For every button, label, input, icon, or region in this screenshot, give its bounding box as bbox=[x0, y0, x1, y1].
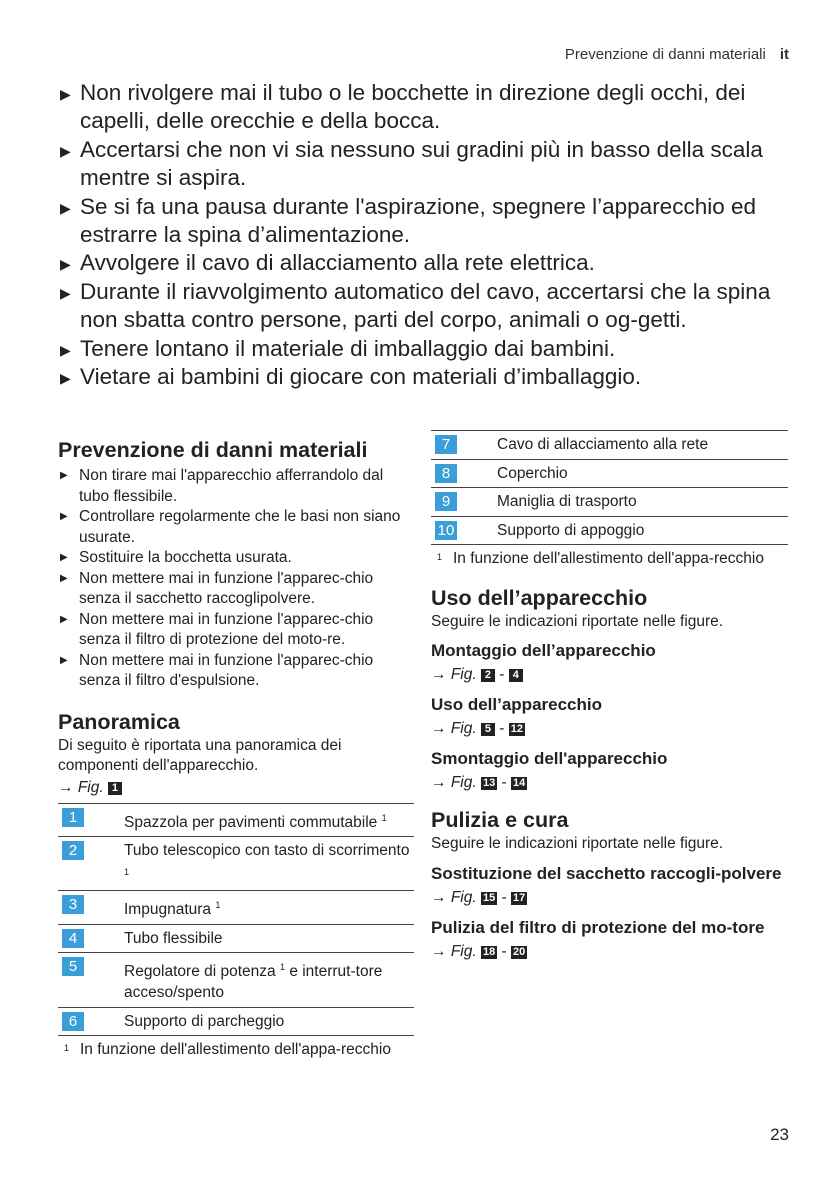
figure-reference: → Fig. 18 - 20 bbox=[431, 942, 526, 960]
item-description bbox=[124, 924, 414, 953]
item-number-cell bbox=[58, 924, 124, 953]
bullet-triangle-icon: ▶ bbox=[60, 86, 71, 102]
figure-reference: → Fig. 13 - 14 bbox=[431, 774, 526, 791]
item-number-badge: 1 bbox=[62, 808, 84, 827]
fig-badge: 13 bbox=[482, 777, 496, 789]
bullet-triangle-icon: ▶ bbox=[60, 470, 68, 481]
footnote-mark: 1 bbox=[215, 900, 221, 911]
subsection-heading: Uso dell’apparecchio bbox=[431, 695, 602, 714]
left-column bbox=[58, 436, 414, 1061]
bullet-item bbox=[58, 651, 414, 692]
item-number-badge: 3 bbox=[62, 895, 84, 914]
item-number-badge: 9 bbox=[435, 492, 457, 511]
item-number-cell bbox=[431, 488, 497, 517]
item-description bbox=[497, 516, 788, 545]
table-row bbox=[58, 837, 414, 891]
bullet-item bbox=[58, 569, 414, 610]
bullet-text: Tenere lontano il materiale di imballaggio dai bambini. bbox=[80, 335, 616, 361]
item-description bbox=[124, 837, 414, 891]
figure-reference: → Fig. 2 - 4 bbox=[431, 664, 788, 686]
item-number-badge: 7 bbox=[435, 435, 457, 454]
subsection-heading: Pulizia del filtro di protezione del mo-tore bbox=[431, 917, 765, 937]
item-number-cell bbox=[58, 1007, 124, 1036]
footnote: 1 In funzione dell'allestimento dell'appa-recchio bbox=[437, 550, 764, 567]
item-number-cell bbox=[431, 459, 497, 488]
bullet-text: Durante il riavvolgimento automatico del cavo, accertarsi che la spina non sbatta contro persone, parti del corpo, animali o og-getti. bbox=[80, 278, 771, 333]
running-header bbox=[565, 46, 789, 63]
bullet-text: Non rivolgere mai il tubo o le bocchette in direzione degli occhi, dei capelli, delle orecchie e della bocca. bbox=[80, 80, 746, 134]
table-row bbox=[431, 516, 788, 545]
item-text-cont: e interrut-tore acceso/spento bbox=[124, 963, 383, 1002]
item-description bbox=[497, 431, 788, 460]
item-text: Tubo flessibile bbox=[124, 929, 223, 947]
item-text: Cavo di allacciamento alla rete bbox=[497, 436, 709, 453]
item-number-cell bbox=[431, 516, 497, 545]
item-description bbox=[124, 953, 414, 1007]
figure-reference: → Fig. 1 bbox=[58, 777, 414, 799]
fig-label: Fig. bbox=[450, 888, 477, 906]
uso-subsections bbox=[431, 638, 788, 794]
section-heading-panoramica: Panoramica bbox=[58, 709, 180, 734]
item-number-cell bbox=[58, 803, 124, 837]
item-text: Impugnatura bbox=[124, 901, 212, 919]
bullet-text: Sostituire la bocchetta usurata. bbox=[79, 549, 292, 566]
bullet-triangle-icon: ▶ bbox=[60, 511, 68, 522]
item-text: Maniglia di trasporto bbox=[497, 493, 637, 510]
bullet-item bbox=[58, 249, 798, 277]
bullet-text: Vietare ai bambini di giocare con materiali d’imballaggio. bbox=[80, 364, 642, 390]
table-row bbox=[58, 953, 414, 1007]
item-number-badge: 4 bbox=[62, 929, 84, 948]
bullet-item bbox=[58, 363, 798, 391]
footnote: 1 In funzione dell'allestimento dell'appa-recchio bbox=[64, 1041, 391, 1059]
item-text: Regolatore di potenza bbox=[124, 963, 276, 981]
bullet-triangle-icon: ▶ bbox=[60, 341, 71, 358]
bullet-item bbox=[58, 466, 414, 507]
bullet-triangle-icon: ▶ bbox=[60, 199, 71, 216]
subsection-heading: Montaggio dell’apparecchio bbox=[431, 641, 656, 660]
item-text: Coperchio bbox=[497, 464, 568, 482]
prevenzione-bullets bbox=[58, 466, 414, 692]
pulizia-intro: Seguire le indicazioni riportate nelle figure. bbox=[431, 835, 724, 852]
fig-badge: 5 bbox=[481, 723, 495, 736]
item-number-badge: 6 bbox=[62, 1012, 84, 1031]
bullet-item bbox=[58, 136, 798, 193]
item-number-cell bbox=[431, 431, 497, 460]
header-language: it bbox=[779, 46, 789, 63]
bullet-text: Non tirare mai l'apparecchio afferrandolo dal tubo flessibile. bbox=[79, 467, 384, 505]
figure-reference: → Fig. 15 - 17 bbox=[431, 888, 526, 906]
table-row bbox=[58, 924, 414, 953]
bullet-triangle-icon: ▶ bbox=[60, 284, 71, 301]
item-description bbox=[497, 459, 788, 488]
components-table-2 bbox=[431, 430, 788, 545]
item-description bbox=[124, 891, 414, 925]
item-number-cell bbox=[58, 891, 124, 925]
footnote-mark: 1 bbox=[124, 866, 130, 877]
panoramica-intro: Di seguito è riportata una panoramica dei componenti dell'apparecchio. bbox=[58, 736, 342, 774]
bullet-triangle-icon: ▶ bbox=[60, 370, 71, 387]
fig-badge: 12 bbox=[510, 723, 523, 735]
subsection-heading: Smontaggio dell'apparecchio bbox=[431, 749, 668, 768]
bullet-triangle-icon: ▶ bbox=[60, 654, 68, 666]
item-number-badge: 8 bbox=[435, 464, 457, 483]
item-description bbox=[124, 1007, 414, 1036]
section-heading-uso: Uso dell’apparecchio bbox=[431, 585, 648, 610]
item-text: Tubo telescopico con tasto di scorrimento bbox=[124, 842, 410, 860]
bullet-triangle-icon: ▶ bbox=[60, 142, 71, 159]
bullet-text: Accertarsi che non vi sia nessuno sui gradini più in basso della scala mentre si aspira. bbox=[80, 136, 763, 191]
components-table-1 bbox=[58, 803, 414, 1037]
bullet-triangle-icon: ▶ bbox=[60, 613, 68, 625]
table-row bbox=[431, 459, 788, 488]
bullet-text: Se si fa una pausa durante l'aspirazione, spegnere l’apparecchio ed estrarre la spina d’alimentazione. bbox=[80, 193, 756, 248]
uso-intro: Seguire le indicazioni riportate nelle figure. bbox=[431, 612, 724, 630]
bullet-text: Non mettere mai in funzione l'apparec-chio senza il filtro d'espulsione. bbox=[79, 651, 374, 689]
bullet-triangle-icon: ▶ bbox=[60, 256, 71, 273]
item-number-cell bbox=[58, 953, 124, 1007]
fig-label: Fig. bbox=[450, 942, 477, 960]
right-column bbox=[431, 430, 788, 963]
table-row bbox=[431, 488, 788, 517]
item-number-badge: 10 bbox=[435, 521, 457, 540]
pulizia-subsections bbox=[431, 861, 788, 963]
fig-badge: 14 bbox=[513, 777, 526, 789]
item-text: Supporto di appoggio bbox=[497, 521, 645, 539]
fig-badge: 17 bbox=[513, 891, 526, 904]
bullet-item bbox=[58, 507, 414, 548]
fig-label: Fig. bbox=[450, 666, 477, 683]
fig-badge: 18 bbox=[482, 945, 496, 958]
table-row bbox=[58, 891, 414, 925]
bullet-text: Non mettere mai in funzione l'apparec-chio senza il sacchetto raccoglipolvere. bbox=[79, 569, 374, 607]
bullet-text: Avvolgere il cavo di allacciamento alla rete elettrica. bbox=[80, 250, 595, 276]
item-number-badge: 5 bbox=[62, 957, 84, 976]
fig-badge: 4 bbox=[509, 669, 523, 682]
bullet-text: Non mettere mai in funzione l'apparec-chio senza il filtro di protezione del moto-re. bbox=[79, 610, 374, 648]
item-number-badge: 2 bbox=[62, 841, 84, 860]
item-text: Spazzola per pavimenti commutabile bbox=[124, 813, 378, 831]
page-number: 23 bbox=[770, 1125, 789, 1144]
bullet-item bbox=[58, 548, 414, 569]
fig-label: Fig. bbox=[450, 720, 477, 737]
bullet-triangle-icon: ▶ bbox=[60, 572, 68, 584]
footnote-mark: 1 bbox=[279, 962, 285, 973]
footnote-mark: 1 bbox=[381, 812, 387, 823]
table-row bbox=[58, 1007, 414, 1036]
bullet-item bbox=[58, 193, 798, 250]
table-row bbox=[58, 803, 414, 837]
item-text: Supporto di parcheggio bbox=[124, 1012, 285, 1030]
item-description bbox=[124, 803, 414, 837]
fig-badge: 2 bbox=[481, 669, 495, 682]
item-description bbox=[497, 488, 788, 517]
header-section: Prevenzione di danni materiali bbox=[564, 46, 766, 63]
bullet-item bbox=[58, 610, 414, 651]
fig-badge: 15 bbox=[482, 891, 496, 904]
table-row bbox=[431, 431, 788, 460]
section-heading-pulizia: Pulizia e cura bbox=[431, 808, 569, 832]
fig-badge: 20 bbox=[513, 945, 526, 958]
bullet-item bbox=[58, 79, 798, 136]
subsection-heading: Sostituzione del sacchetto raccogli-polvere bbox=[431, 863, 782, 883]
bullet-item bbox=[58, 278, 798, 335]
item-number-cell bbox=[58, 837, 124, 891]
figure-reference: → Fig. 5 - 12 bbox=[431, 720, 523, 737]
bullet-item bbox=[58, 335, 798, 363]
bullet-triangle-icon: ▶ bbox=[60, 552, 68, 563]
fig-label: Fig. bbox=[450, 774, 477, 791]
bullet-text: Controllare regolarmente che le basi non siano usurate. bbox=[79, 508, 401, 546]
section-heading-prevenzione: Prevenzione di danni materiali bbox=[58, 438, 368, 462]
safety-bullets bbox=[58, 79, 798, 391]
